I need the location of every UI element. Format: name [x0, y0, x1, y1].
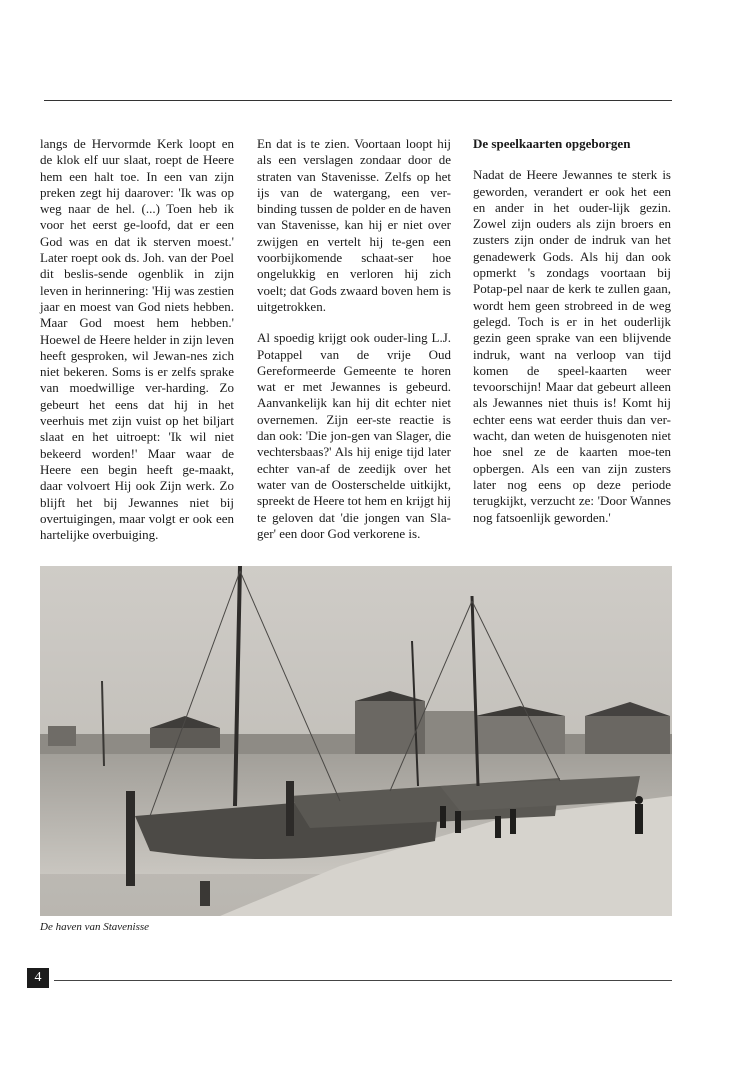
paragraph: Al spoedig krijgt ook ouder-ling L.J. Potappel van de vrije Oud Gereformeerde Gemeente te horen wat er met Jewannes is gebeurd. Aanvankelijk kan hij dit echter niet overnemen. Zijn eer-ste reactie is dan ook: 'Die jon-gen van Slager, die vechtersbaas?' Als hij enige tijd later echter van-af de zeedijk over het water van de Oosterschelde uitkijkt, spreekt de Heere tot hem en krijgt hij te geloven dat 'die jongen van Sla-ger' een door God verkorene is.: [257, 330, 451, 541]
page-number: 4: [27, 968, 49, 988]
text-column-2: [257, 136, 451, 542]
photo-caption: De haven van Stavenisse: [40, 921, 150, 933]
paragraph: langs de Hervormde Kerk loopt en de klok elf uur slaat, roept de Heere hem een halt toe. In een van zijn preken zegt hij daarover: 'Ik was op weg naar de hel. (...) Toen heb ik voor het eerst ge-loofd, dat er een God was en dat ik sterven moest.' Later roept ook ds. Joh. van der Poel dit beslis-sende ogenblik in zijn leven in herinnering: 'Hij was zestien jaar en moest van God niets hebben. Maar God moest hem hebben.' Hoewel de Heere helder in zijn leven heeft gesproken, wil Jewan-nes zich niet bekeren. Soms is er zelfs sprake van moedwillige ver-harding. Zo gebeurt het eens dat hij in het veerhuis met zijn vuist op het biljart slaat en het uitroept: 'Ik wil niet bekeerd worden!' Maar waar de Heere een begin heeft ge-maakt, daar volvoert Hij ook Zijn werk. Zo blijft het bij Jewannes niet bij overtuigingen, maar volgt er ook een hartelijke overbuiging.: [40, 136, 234, 543]
text-column-1: [40, 136, 234, 543]
harbor-photo-illustration: [40, 566, 672, 916]
text-column-3: [473, 136, 671, 526]
top-rule: [44, 100, 672, 101]
harbor-photo: [40, 566, 672, 916]
paragraph: En dat is te zien. Voortaan loopt hij als een verslagen zondaar door de straten van Stavenisse. Zelfs op het ijs van de watergang, een ver-binding tussen de polder en de haven van Stavenisse, kan hij er niet over zwijgen en vertelt hij te-gen een voorbijkomende schaat-ser hoe ongelukkig en verloren hij zich voelt; dat Gods zwaard boven hem is uitgetrokken.: [257, 136, 451, 314]
section-heading: De speelkaarten opgeborgen: [473, 136, 631, 151]
bottom-rule: [54, 980, 672, 981]
paragraph: Nadat de Heere Jewannes te sterk is geworden, verandert er ook het een en ander in het ouder-lijk gezin. Zowel zijn ouders als zijn broers en zusters zijn onder de indruk van het genadewerk Gods. Als hij dan ook opmerkt 's zondags voortaan bij Potap-pel naar de kerk te zullen gaan, wordt hem geen strobreed in de weg gelegd. Toch is er in het ouderlijk gezin geen sprake van een blijvende indruk, want na verloop van tijd komen de speel-kaarten weer tevoorschijn! Maar dat gebeurt alleen als Jewannes niet thuis is! Komt hij echter eens wat eerder thuis dan ver-wacht, dan weten de huisgenoten niet hoe snel ze de kaarten moe-ten opbergen. Als een van zijn zusters later nog eens op deze periode terugkijkt, verzucht ze: 'Door Wannes nog fatsoenlijk geworden.': [473, 167, 671, 525]
